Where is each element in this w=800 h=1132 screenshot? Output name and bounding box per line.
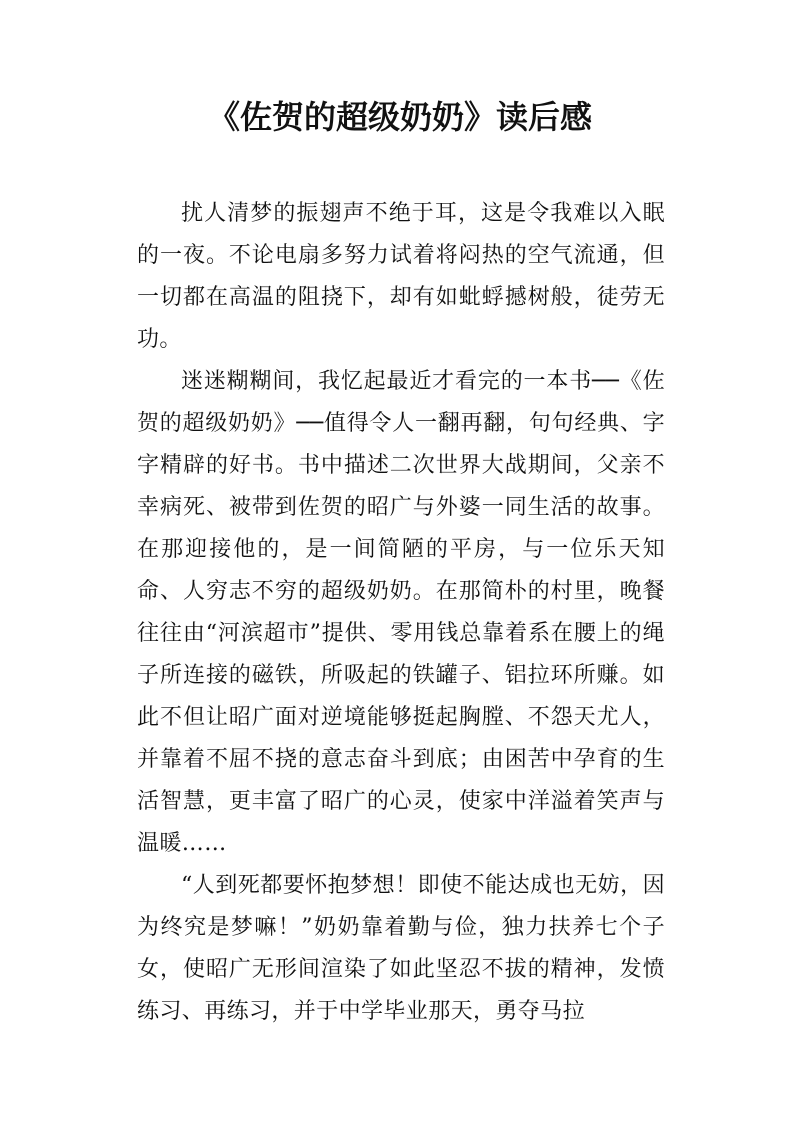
paragraph-1: 扰人清梦的振翅声不绝于耳，这是令我难以入眠的一夜。不论电扇多努力试着将闷热的空气流通，但一切都在高温的阻挠下，却有如蚍蜉撼树般，徒劳无功。 [137, 201, 665, 352]
document-title: 《佐贺的超级奶奶》读后感 [207, 98, 592, 136]
paragraph-2: 迷迷糊糊间，我忆起最近才看完的一本书──《佐贺的超级奶奶》──值得令人一翻再翻，句句经典、字字精辟的好书。书中描述二次世界大战期间，父亲不幸病死、被带到佐贺的昭广与外婆一同生活的故事。在那迎接他的，是一间简陋的平房，与一位乐天知命、人穷志不穷的超级奶奶。在那简朴的村里，晚餐往往由“河滨超市”提供、零用钱总靠着系在腰上的绳子所连接的磁铁，所吸起的铁罐子、铝拉环所赚。如此不但让昭广面对逆境能够挺起胸膛、不怨天尤人，并靠着不屈不挠的意志奋斗到底；由困苦中孕育的生活智慧，更丰富了昭广的心灵，使家中洋溢着笑声与温暖…… [137, 369, 665, 856]
document-body [137, 193, 665, 1033]
paragraph-3: “人到死都要怀抱梦想！即使不能达成也无妨，因为终究是梦嘛！”奶奶靠着勤与俭，独力扶养七个子女，使昭广无形间渲染了如此坚忍不拔的精神，发愤练习、再练习，并于中学毕业那天，勇夺马拉 [137, 873, 665, 1024]
